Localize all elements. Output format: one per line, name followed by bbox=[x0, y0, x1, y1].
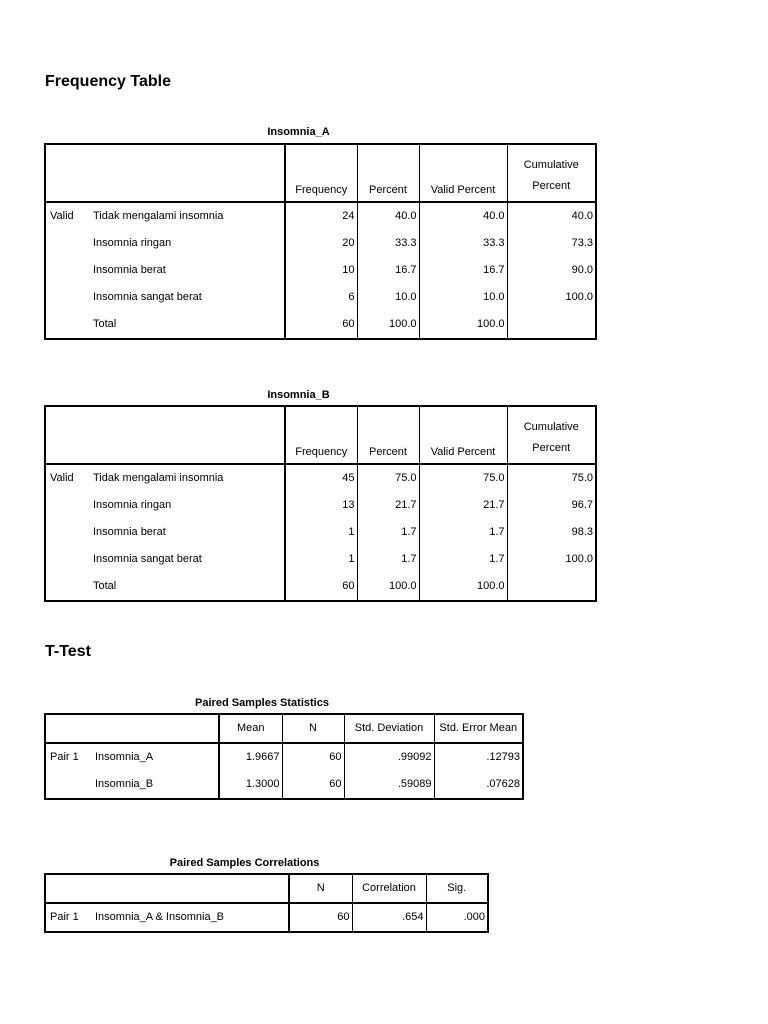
cell-valid-percent: 33.3 bbox=[419, 230, 507, 257]
table-row bbox=[45, 519, 596, 546]
cell-cumulative-percent bbox=[507, 573, 596, 601]
cell-percent: 21.7 bbox=[357, 492, 419, 519]
cell-frequency: 10 bbox=[285, 257, 357, 284]
pair-label: Pair 1 bbox=[50, 751, 79, 763]
cell-frequency: 20 bbox=[285, 230, 357, 257]
table-header-row bbox=[45, 714, 523, 743]
table-row bbox=[45, 284, 596, 311]
frequency-table-heading: Frequency Table bbox=[45, 73, 171, 90]
cell-frequency: 24 bbox=[285, 202, 357, 230]
header-mean: Mean bbox=[219, 714, 282, 743]
header-frequency: Frequency bbox=[285, 144, 357, 202]
row-label: Tidak mengalami insomnia bbox=[89, 464, 285, 492]
insomnia-a-title: Insomnia_A bbox=[267, 126, 330, 138]
row-label: Insomnia sangat berat bbox=[89, 546, 285, 573]
row-label: Tidak mengalami insomnia bbox=[89, 202, 285, 230]
row-label: Insomnia berat bbox=[89, 519, 285, 546]
cell-valid-percent: 1.7 bbox=[419, 519, 507, 546]
row-label: Insomnia berat bbox=[89, 257, 285, 284]
cell-n: 60 bbox=[282, 743, 344, 771]
cell-percent: 100.0 bbox=[357, 311, 419, 339]
paired-corr-table bbox=[44, 873, 489, 933]
cell-cumulative-percent: 96.7 bbox=[571, 499, 593, 511]
cell-percent: 16.7 bbox=[357, 257, 419, 284]
row-label: Insomnia sangat berat bbox=[89, 284, 285, 311]
header-sig: Sig. bbox=[426, 874, 488, 903]
cell-cumulative-percent bbox=[507, 311, 596, 339]
cell-cumulative-percent: 75.0 bbox=[571, 472, 593, 484]
ttest-heading: T-Test bbox=[45, 643, 91, 660]
row-group-label: Valid bbox=[50, 472, 74, 484]
header-std-error-mean: Std. Error Mean bbox=[434, 714, 523, 743]
cell-percent: 10.0 bbox=[357, 284, 419, 311]
header-percent: Percent bbox=[357, 406, 419, 464]
cell-cumulative-percent: 90.0 bbox=[571, 264, 593, 276]
table-row bbox=[45, 464, 596, 492]
cell-percent: 100.0 bbox=[357, 573, 419, 601]
table-row bbox=[45, 202, 596, 230]
cell-std-error-mean: .12793 bbox=[486, 751, 520, 763]
cell-cumulative-percent: 98.3 bbox=[571, 526, 593, 538]
row-label: Insomnia ringan bbox=[89, 230, 285, 257]
cell-valid-percent: 21.7 bbox=[419, 492, 507, 519]
table-header-row bbox=[45, 874, 488, 903]
table-row bbox=[45, 771, 523, 799]
header-std-deviation: Std. Deviation bbox=[344, 714, 434, 743]
cell-cumulative-percent: 100.0 bbox=[565, 291, 593, 303]
cell-frequency: 13 bbox=[285, 492, 357, 519]
cell-n: 60 bbox=[289, 903, 352, 932]
cell-percent: 1.7 bbox=[357, 546, 419, 573]
cell-mean: 1.3000 bbox=[219, 771, 282, 799]
paired-stats-table bbox=[44, 713, 524, 800]
header-n: N bbox=[289, 874, 352, 903]
table-row bbox=[45, 311, 596, 339]
cell-frequency: 60 bbox=[285, 573, 357, 601]
cell-std-error-mean: .07628 bbox=[486, 778, 520, 790]
cell-std-deviation: .99092 bbox=[344, 743, 434, 771]
insomnia-a-table bbox=[44, 143, 597, 340]
row-label: Insomnia ringan bbox=[89, 492, 285, 519]
header-cumulative-percent: Cumulative Percent bbox=[507, 144, 596, 202]
table-header-row bbox=[45, 144, 596, 202]
cell-cumulative-percent: 40.0 bbox=[571, 210, 593, 222]
paired-stats-title: Paired Samples Statistics bbox=[195, 697, 329, 709]
cell-valid-percent: 1.7 bbox=[419, 546, 507, 573]
cell-frequency: 60 bbox=[285, 311, 357, 339]
row-group-label: Valid bbox=[50, 210, 74, 222]
cell-sig: .000 bbox=[463, 911, 485, 923]
cell-valid-percent: 100.0 bbox=[419, 573, 507, 601]
cell-percent: 40.0 bbox=[357, 202, 419, 230]
cell-cumulative-percent: 73.3 bbox=[571, 237, 593, 249]
header-valid-percent: Valid Percent bbox=[419, 406, 507, 464]
cell-frequency: 1 bbox=[285, 546, 357, 573]
cell-percent: 1.7 bbox=[357, 519, 419, 546]
cell-valid-percent: 16.7 bbox=[419, 257, 507, 284]
cell-frequency: 1 bbox=[285, 519, 357, 546]
row-label: Insomnia_A bbox=[91, 743, 219, 771]
cell-valid-percent: 40.0 bbox=[419, 202, 507, 230]
insomnia-b-title: Insomnia_B bbox=[267, 389, 330, 401]
table-row bbox=[45, 743, 523, 771]
table-row bbox=[45, 546, 596, 573]
cell-valid-percent: 75.0 bbox=[419, 464, 507, 492]
header-n: N bbox=[282, 714, 344, 743]
cell-n: 60 bbox=[282, 771, 344, 799]
table-row bbox=[45, 230, 596, 257]
header-frequency: Frequency bbox=[285, 406, 357, 464]
cell-valid-percent: 100.0 bbox=[419, 311, 507, 339]
cell-mean: 1.9667 bbox=[219, 743, 282, 771]
table-row bbox=[45, 492, 596, 519]
cell-frequency: 45 bbox=[285, 464, 357, 492]
cell-cumulative-percent: 100.0 bbox=[565, 553, 593, 565]
cell-percent: 33.3 bbox=[357, 230, 419, 257]
cell-frequency: 6 bbox=[285, 284, 357, 311]
insomnia-b-table bbox=[44, 405, 597, 602]
row-label: Insomnia_A & Insomnia_B bbox=[91, 903, 289, 932]
header-correlation: Correlation bbox=[352, 874, 426, 903]
row-label: Total bbox=[89, 311, 285, 339]
pair-label: Pair 1 bbox=[50, 911, 79, 923]
header-cumulative-percent: Cumulative Percent bbox=[507, 406, 596, 464]
table-row bbox=[45, 573, 596, 601]
table-row bbox=[45, 903, 488, 932]
header-valid-percent: Valid Percent bbox=[419, 144, 507, 202]
table-row bbox=[45, 257, 596, 284]
cell-valid-percent: 10.0 bbox=[419, 284, 507, 311]
paired-corr-title: Paired Samples Correlations bbox=[169, 857, 320, 869]
table-header-row bbox=[45, 406, 596, 464]
row-label: Insomnia_B bbox=[91, 771, 219, 799]
cell-percent: 75.0 bbox=[357, 464, 419, 492]
header-percent: Percent bbox=[357, 144, 419, 202]
row-label: Total bbox=[89, 573, 285, 601]
cell-std-deviation: .59089 bbox=[344, 771, 434, 799]
cell-correlation: .654 bbox=[352, 903, 426, 932]
